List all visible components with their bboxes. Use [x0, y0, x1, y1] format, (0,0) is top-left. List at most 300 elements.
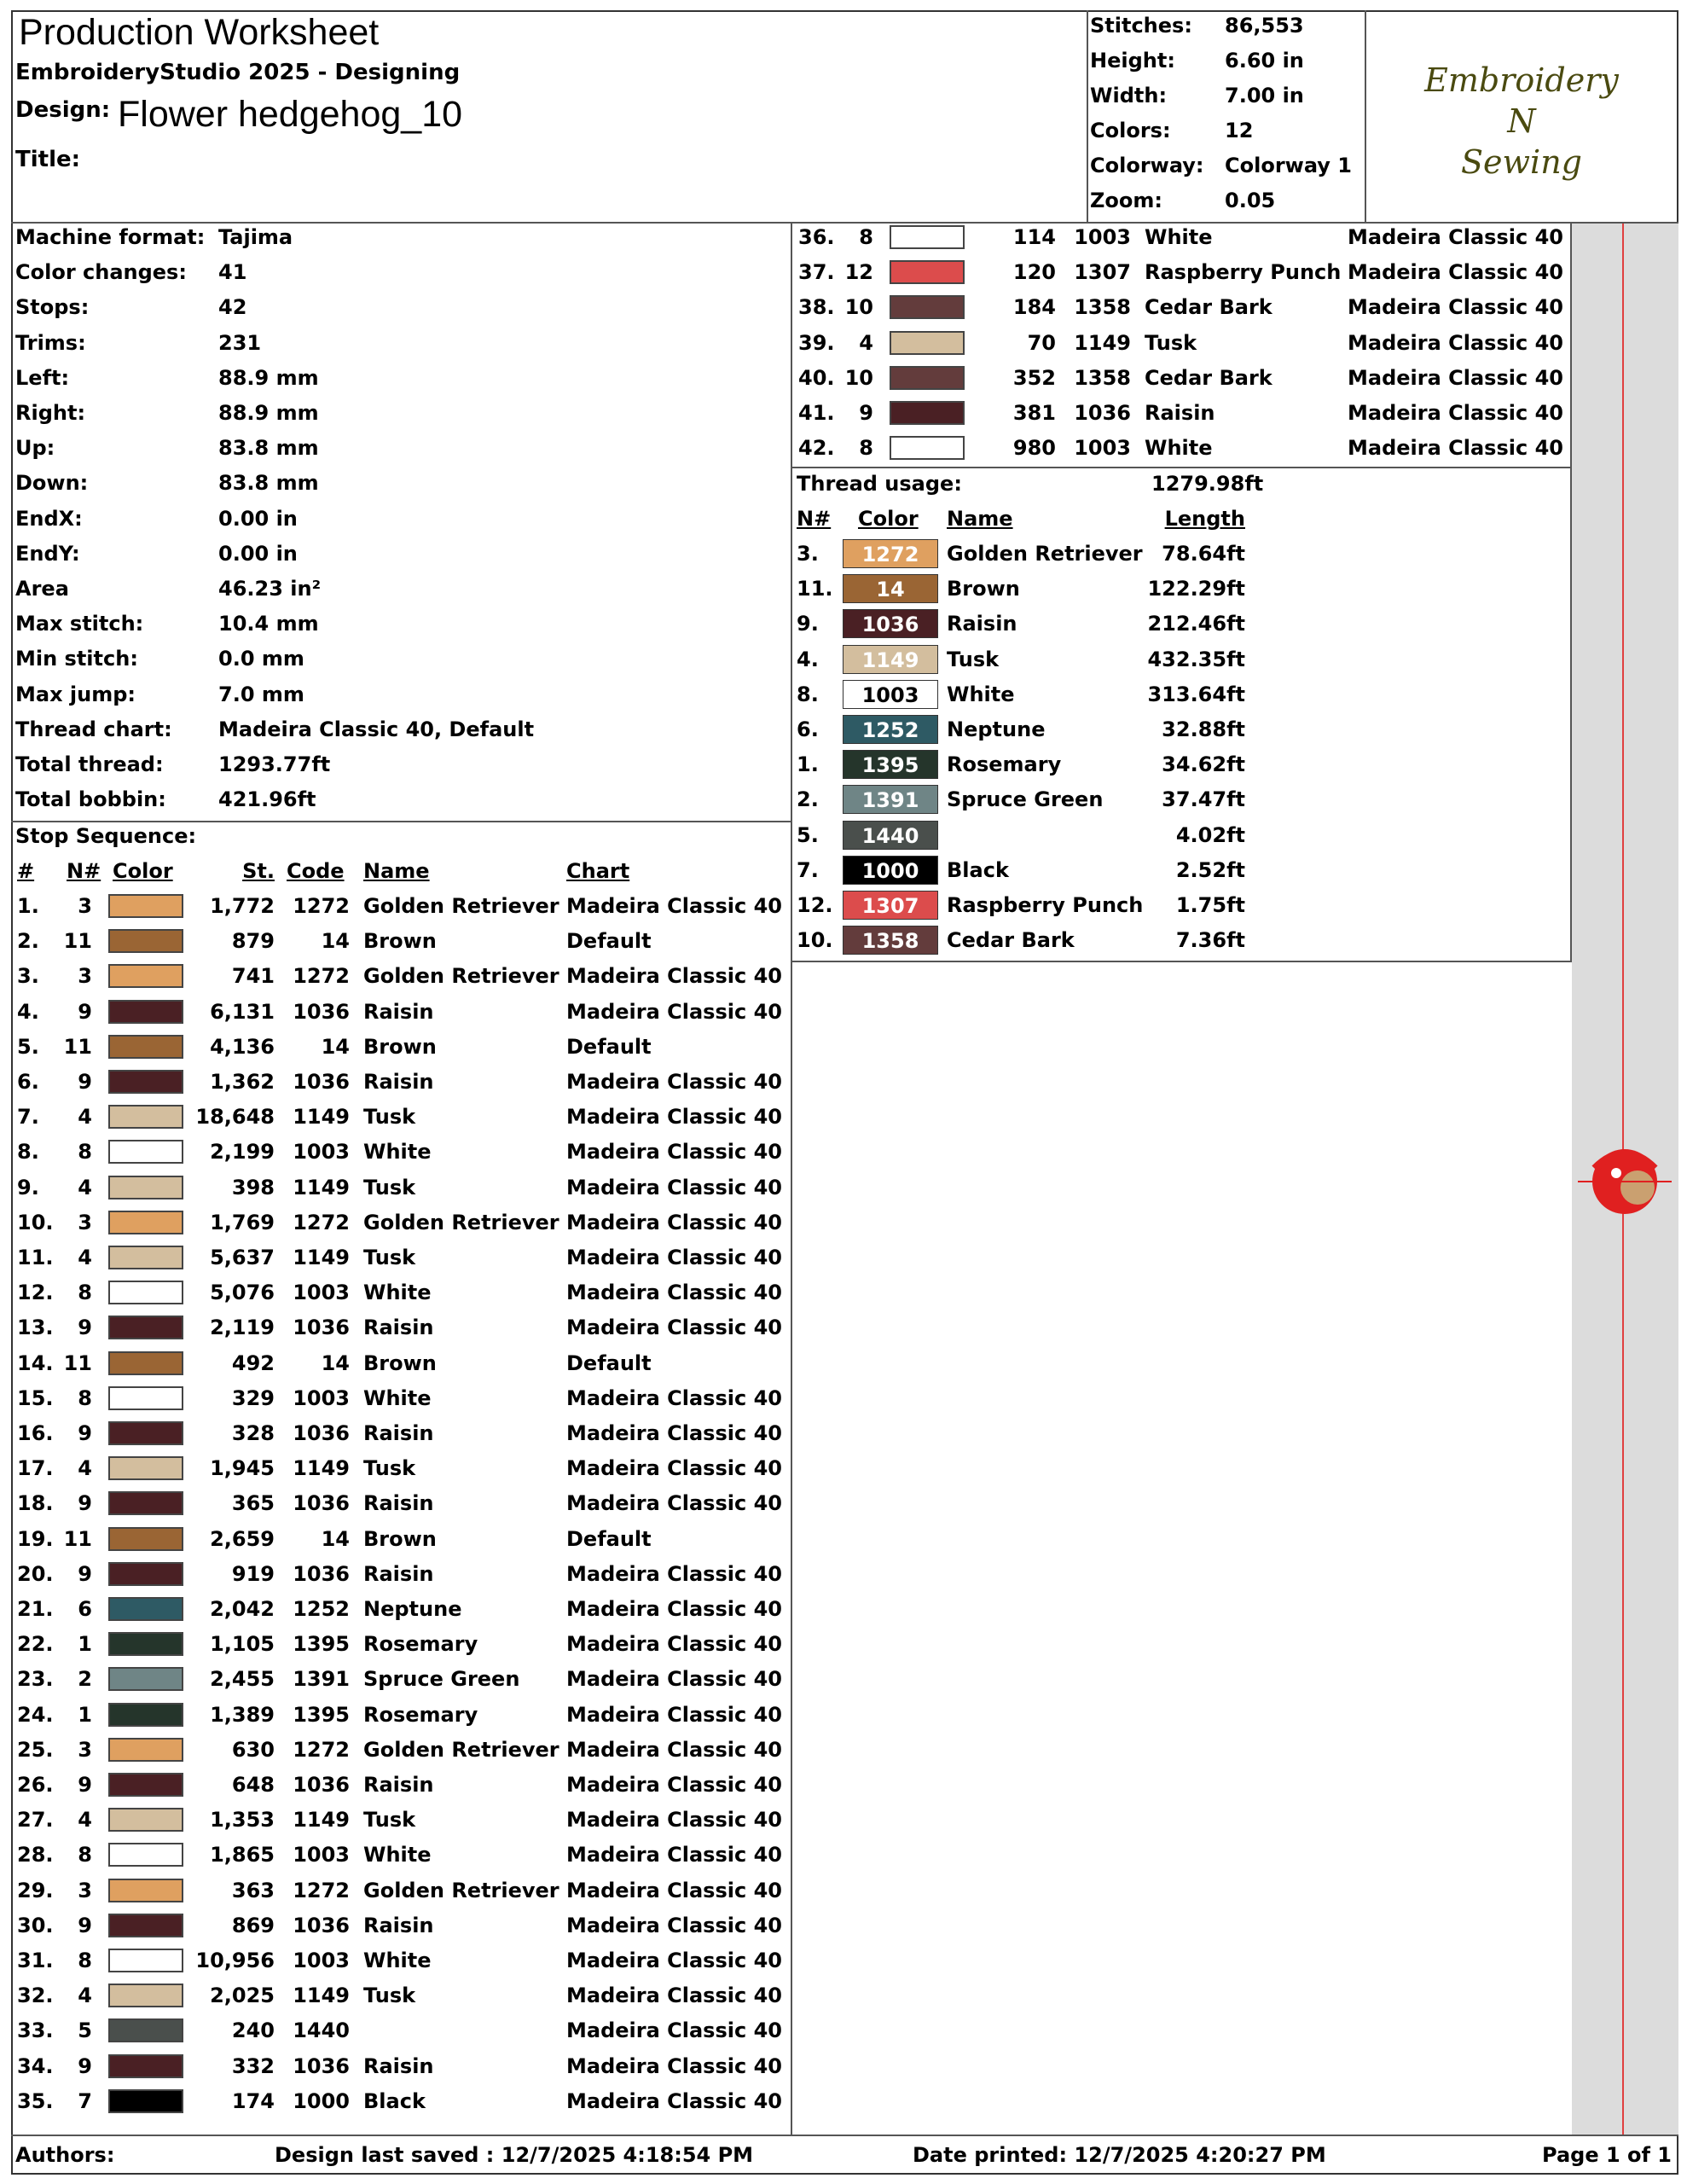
needle-number: 4	[78, 1175, 92, 1199]
color-swatch	[108, 1491, 183, 1515]
stop-index: 35.	[17, 2088, 54, 2113]
stop-index: 19.	[17, 1526, 54, 1551]
thread-code: 1003	[1074, 436, 1131, 461]
table-row	[0, 1240, 789, 1275]
stitch-count: 18,648	[195, 1105, 275, 1130]
stop-index: 26.	[17, 1773, 54, 1797]
thread-length: 7.36ft	[1175, 928, 1245, 953]
thread-code: 1272	[293, 1737, 350, 1762]
stitch-count: 741	[231, 964, 275, 989]
stitch-count: 114	[1012, 225, 1056, 249]
thread-name: Raisin	[363, 2053, 434, 2078]
thread-code: 1307	[1074, 260, 1131, 285]
color-swatch	[108, 894, 183, 918]
table-row	[0, 1310, 789, 1345]
thread-chart: Madeira Classic 40	[566, 894, 782, 918]
color-swatch	[108, 2054, 183, 2078]
stitch-count: 1,769	[210, 1210, 275, 1234]
thread-name: White	[1145, 436, 1213, 461]
stop-index: 38.	[798, 295, 835, 320]
needle-number: 8	[859, 436, 873, 461]
thread-name: Black	[947, 857, 1009, 882]
thread-name: Golden Retriever	[363, 1737, 559, 1762]
thread-chart: Madeira Classic 40	[566, 1949, 782, 1972]
thread-chart: Madeira Classic 40	[566, 1140, 782, 1165]
thread-chart: Madeira Classic 40	[566, 1913, 782, 1937]
color-swatch	[108, 1316, 183, 1339]
stitch-count: 1,945	[210, 1456, 275, 1481]
color-swatch	[108, 1176, 183, 1199]
table-row	[0, 2013, 789, 2048]
stop-index: 25.	[17, 1737, 54, 1762]
thread-chart: Madeira Classic 40	[1348, 436, 1563, 461]
thread-code: 1149	[293, 1246, 350, 1269]
stop-index: 34.	[17, 2053, 54, 2078]
thread-length: 37.47ft	[1162, 787, 1245, 812]
design-thumbnail-icon	[1578, 1135, 1672, 1228]
needle-number: 1.	[797, 752, 819, 777]
thread-chart: Madeira Classic 40	[566, 1070, 782, 1094]
thread-chart: Madeira Classic 40	[566, 1175, 782, 1199]
thread-code: 1036	[293, 1561, 350, 1586]
thread-chart: Default	[566, 929, 652, 954]
stop-index: 33.	[17, 2018, 54, 2043]
color-swatch	[108, 1246, 183, 1269]
color-swatch	[890, 260, 965, 284]
table-row	[0, 1451, 789, 1486]
thread-name: Black	[363, 2088, 426, 2113]
stitch-count: 352	[1012, 365, 1056, 390]
stop-index: 28.	[17, 1843, 54, 1867]
stitch-count: 2,659	[210, 1526, 275, 1551]
stop-index: 29.	[17, 1878, 54, 1902]
thread-code: 1003	[293, 1281, 350, 1305]
needle-number: 5	[78, 2018, 92, 2043]
thread-code: 1149	[293, 1175, 350, 1199]
needle-number: 2	[78, 1667, 92, 1692]
footer-last-saved: Design last saved : 12/7/2025 4:18:54 PM	[275, 2143, 754, 2167]
color-swatch	[108, 1105, 183, 1129]
table-row	[781, 431, 1570, 466]
list-item	[797, 642, 1274, 677]
table-row	[0, 1733, 789, 1768]
color-swatch	[108, 1281, 183, 1304]
list-item	[797, 747, 1274, 782]
color-swatch	[108, 1421, 183, 1445]
needle-number: 8	[78, 1385, 92, 1410]
thread-code: 1395	[293, 1702, 350, 1727]
thread-length: 122.29ft	[1147, 577, 1245, 601]
table-row	[0, 924, 789, 959]
thread-name: Golden Retriever	[363, 894, 559, 918]
table-row	[781, 220, 1570, 255]
needle-number: 11.	[797, 577, 833, 601]
stop-index: 32.	[17, 1984, 54, 2008]
table-row	[0, 1943, 789, 1978]
thread-name: Tusk	[363, 1984, 416, 2008]
table-row	[0, 1486, 789, 1521]
needle-number: 8	[78, 1281, 92, 1305]
needle-number: 11	[63, 1034, 92, 1059]
needle-number: 2.	[797, 787, 819, 812]
thread-name: Tusk	[363, 1175, 416, 1199]
stitch-count: 70	[1027, 330, 1056, 355]
color-swatch	[108, 1527, 183, 1551]
thread-name: Raisin	[363, 1913, 434, 1937]
needle-number: 1	[78, 1702, 92, 1727]
thread-length: 1.75ft	[1175, 893, 1245, 917]
thread-code: 14	[321, 929, 350, 954]
list-item	[797, 677, 1274, 712]
thread-name: Golden Retriever	[947, 542, 1143, 566]
thread-name: Raisin	[363, 1561, 434, 1586]
color-swatch	[108, 1843, 183, 1867]
stitch-count: 2,455	[210, 1667, 275, 1692]
color-swatch	[890, 225, 965, 249]
table-row	[0, 1592, 789, 1627]
table-row	[0, 1346, 789, 1381]
thread-chart: Madeira Classic 40	[566, 1667, 782, 1692]
table-row	[781, 396, 1570, 431]
needle-number: 4	[78, 1984, 92, 2008]
thread-code: 1272	[293, 894, 350, 918]
thread-name: Golden Retriever	[363, 1878, 559, 1902]
thread-name: Raisin	[947, 612, 1017, 636]
thread-chart: Madeira Classic 40	[566, 1456, 782, 1481]
needle-number: 9	[78, 2053, 92, 2078]
thread-name: Tusk	[1145, 330, 1197, 355]
stitch-count: 328	[231, 1421, 275, 1445]
thread-chart: Madeira Classic 40	[566, 1316, 782, 1340]
stop-index: 18.	[17, 1491, 54, 1516]
thread-name: Tusk	[363, 1105, 416, 1130]
thread-name: Raisin	[363, 1491, 434, 1516]
stop-index: 9.	[17, 1175, 39, 1199]
stop-index: 37.	[798, 260, 835, 285]
thread-name: Tusk	[363, 1456, 416, 1481]
thread-length: 432.35ft	[1147, 647, 1245, 671]
color-swatch	[108, 1140, 183, 1164]
stitch-count: 1,389	[210, 1702, 275, 1727]
thread-chart: Madeira Classic 40	[566, 1105, 782, 1130]
thread-code: 1149	[293, 1456, 350, 1481]
list-item	[797, 818, 1274, 853]
thread-chart: Default	[566, 1034, 652, 1059]
needle-number: 9	[859, 401, 873, 425]
stop-index: 20.	[17, 1561, 54, 1586]
table-row	[0, 1768, 789, 1803]
needle-number: 4.	[797, 647, 819, 671]
thread-code: 1391	[293, 1667, 350, 1692]
stitch-count: 120	[1012, 260, 1056, 285]
needle-number: 3	[78, 964, 92, 989]
stitch-count: 365	[231, 1491, 275, 1516]
stop-index: 7.	[17, 1105, 39, 1130]
color-swatch	[108, 929, 183, 953]
thread-chart: Madeira Classic 40	[566, 2018, 782, 2043]
thread-length: 78.64ft	[1162, 542, 1245, 566]
stitch-count: 2,119	[210, 1316, 275, 1340]
color-swatch	[890, 366, 965, 390]
thread-name: Tusk	[363, 1808, 416, 1833]
table-row	[0, 1205, 789, 1240]
needle-number: 8	[859, 225, 873, 249]
table-row	[0, 1803, 789, 1838]
table-row	[0, 2084, 789, 2119]
design-name: Flower hedgehog_10	[118, 94, 463, 135]
needle-number: 9	[78, 1773, 92, 1797]
thread-code: 1272	[293, 1878, 350, 1902]
thread-chart: Madeira Classic 40	[566, 1597, 782, 1621]
table-row	[781, 361, 1570, 396]
table-row	[0, 1135, 789, 1170]
stop-index: 41.	[798, 401, 835, 425]
thread-chart: Madeira Classic 40	[1348, 401, 1563, 425]
stitch-count: 980	[1012, 436, 1056, 461]
color-swatch	[108, 1667, 183, 1691]
thread-code: 1440	[293, 2018, 350, 2043]
table-row	[0, 1978, 789, 2013]
stitch-count: 398	[231, 1175, 275, 1199]
table-row	[0, 1838, 789, 1873]
thread-usage-header: N# Color Name Length	[797, 507, 1245, 531]
thread-name: White	[363, 1140, 432, 1165]
thread-code: 1036	[293, 1070, 350, 1094]
table-row	[0, 1170, 789, 1205]
stop-index: 8.	[17, 1140, 39, 1165]
stop-sequence-header: # N# Color St. Code Name Chart	[17, 859, 630, 883]
needle-number: 4	[859, 330, 873, 355]
thread-name: White	[1145, 225, 1213, 249]
needle-number: 9.	[797, 612, 819, 636]
thread-name: Raspberry Punch	[947, 893, 1144, 917]
thread-code: 1036	[1074, 401, 1131, 425]
color-swatch: 1000	[843, 856, 938, 885]
stop-index: 17.	[17, 1456, 54, 1481]
table-row	[781, 326, 1570, 361]
thread-chart: Default	[566, 1350, 652, 1375]
table-row	[0, 959, 789, 994]
table-row	[781, 255, 1570, 290]
stop-index: 27.	[17, 1808, 54, 1833]
thread-chart: Madeira Classic 40	[566, 1737, 782, 1762]
color-swatch: 1440	[843, 821, 938, 850]
stop-index: 24.	[17, 1702, 54, 1727]
color-swatch: 1036	[843, 609, 938, 638]
stop-index: 40.	[798, 365, 835, 390]
needle-number: 4	[78, 1808, 92, 1833]
thread-code: 1149	[1074, 330, 1131, 355]
thread-name: Raisin	[363, 999, 434, 1024]
color-swatch	[108, 1597, 183, 1621]
needle-number: 9	[78, 1421, 92, 1445]
table-row	[0, 2049, 789, 2084]
thread-name: Cedar Bark	[1145, 295, 1272, 320]
color-swatch	[108, 2089, 183, 2113]
stitch-count: 630	[231, 1737, 275, 1762]
thread-code: 14	[321, 1526, 350, 1551]
color-swatch: 1307	[843, 891, 938, 920]
needle-number: 9	[78, 1561, 92, 1586]
needle-number: 6.	[797, 717, 819, 741]
needle-number: 4	[78, 1105, 92, 1130]
thread-name: Golden Retriever	[363, 964, 559, 989]
thread-name: White	[363, 1949, 432, 1972]
needle-number: 11	[63, 929, 92, 954]
thread-length: 32.88ft	[1162, 717, 1245, 741]
thread-length: 313.64ft	[1147, 682, 1245, 706]
stop-index: 21.	[17, 1597, 54, 1621]
thread-chart: Madeira Classic 40	[1348, 330, 1563, 355]
needle-number: 10.	[797, 928, 833, 953]
thread-chart: Madeira Classic 40	[566, 964, 782, 989]
color-swatch	[108, 1879, 183, 1902]
color-swatch	[108, 1070, 183, 1094]
thread-length: 34.62ft	[1162, 752, 1245, 777]
table-row	[0, 1030, 789, 1065]
footer-page-number: Page 1 of 1	[1542, 2143, 1672, 2167]
stop-index: 31.	[17, 1949, 54, 1972]
table-row	[0, 1557, 789, 1592]
thread-name: Raisin	[363, 1316, 434, 1340]
color-swatch	[890, 295, 965, 319]
color-swatch: 1149	[843, 645, 938, 674]
thread-name: Spruce Green	[363, 1667, 520, 1692]
needle-number: 4	[78, 1246, 92, 1269]
title-label: Title:	[15, 147, 81, 172]
embroidery-n-sewing-logo: Embroidery N Sewing	[1424, 61, 1619, 181]
stop-index: 12.	[17, 1281, 54, 1305]
footer-authors: Authors:	[15, 2143, 115, 2167]
needle-number: 3	[78, 1878, 92, 1902]
list-item	[797, 888, 1274, 923]
footer-date-printed: Date printed: 12/7/2025 4:20:27 PM	[913, 2143, 1326, 2167]
color-swatch	[108, 1773, 183, 1797]
thread-name: White	[363, 1281, 432, 1305]
thread-code: 1003	[293, 1385, 350, 1410]
thread-chart: Madeira Classic 40	[566, 1561, 782, 1586]
thread-name: Brown	[947, 577, 1020, 601]
needle-number: 12.	[797, 893, 833, 917]
list-item	[797, 712, 1274, 747]
thread-name: Golden Retriever	[363, 1210, 559, 1234]
color-swatch	[108, 1456, 183, 1480]
thread-code: 14	[321, 1034, 350, 1059]
color-swatch	[108, 1949, 183, 1972]
stitch-count: 363	[231, 1878, 275, 1902]
stop-index: 30.	[17, 1913, 54, 1937]
thread-name: Tusk	[363, 1246, 416, 1269]
thread-name: Raisin	[363, 1070, 434, 1094]
color-swatch: 1252	[843, 715, 938, 744]
stop-index: 6.	[17, 1070, 39, 1094]
thread-chart: Madeira Classic 40	[566, 1773, 782, 1797]
design-label: Design:	[15, 97, 111, 123]
stitch-count: 648	[231, 1773, 275, 1797]
stitch-count: 381	[1012, 401, 1056, 425]
needle-number: 12	[844, 260, 873, 285]
thread-code: 1395	[293, 1632, 350, 1657]
thread-length: 212.46ft	[1147, 612, 1245, 636]
stitch-count: 4,136	[210, 1034, 275, 1059]
stitch-count: 1,865	[210, 1843, 275, 1867]
needle-number: 11	[63, 1350, 92, 1375]
thread-chart: Madeira Classic 40	[566, 1210, 782, 1234]
thread-name: Raisin	[363, 1773, 434, 1797]
stitch-count: 240	[231, 2018, 275, 2043]
needle-number: 7	[78, 2088, 92, 2113]
stitch-count: 332	[231, 2053, 275, 2078]
needle-number: 8	[78, 1843, 92, 1867]
needle-number: 3	[78, 894, 92, 918]
thread-code: 1003	[293, 1140, 350, 1165]
table-row	[0, 1522, 789, 1557]
stitch-count: 1,105	[210, 1632, 275, 1657]
thread-code: 1149	[293, 1984, 350, 2008]
thread-name: Brown	[363, 929, 437, 954]
thread-chart: Madeira Classic 40	[1348, 225, 1563, 249]
thread-chart: Madeira Classic 40	[566, 1281, 782, 1305]
thread-name: Rosemary	[363, 1702, 478, 1727]
thread-chart: Madeira Classic 40	[566, 1491, 782, 1516]
thread-length: 2.52ft	[1175, 857, 1245, 882]
color-swatch	[108, 1211, 183, 1234]
needle-number: 10	[844, 295, 873, 320]
thread-chart: Madeira Classic 40	[566, 1632, 782, 1657]
thread-chart: Madeira Classic 40	[566, 1421, 782, 1445]
color-swatch: 14	[843, 574, 938, 603]
thread-code: 1036	[293, 2053, 350, 2078]
list-item	[797, 923, 1274, 958]
thread-name: Brown	[363, 1526, 437, 1551]
thread-code: 1036	[293, 1913, 350, 1937]
color-swatch	[108, 1035, 183, 1059]
table-row	[0, 1908, 789, 1943]
color-swatch	[108, 1000, 183, 1024]
thread-chart: Madeira Classic 40	[1348, 295, 1563, 320]
table-row	[0, 1627, 789, 1662]
stop-index: 42.	[798, 436, 835, 461]
needle-number: 9	[78, 1070, 92, 1094]
needle-number: 3	[78, 1737, 92, 1762]
table-row	[0, 1698, 789, 1733]
list-item	[797, 572, 1274, 607]
stop-index: 2.	[17, 929, 39, 954]
stop-index: 1.	[17, 894, 39, 918]
thread-code: 1003	[293, 1949, 350, 1972]
stop-index: 3.	[17, 964, 39, 989]
thread-name: Raisin	[363, 1421, 434, 1445]
thread-chart: Madeira Classic 40	[1348, 260, 1563, 285]
stop-index: 15.	[17, 1385, 54, 1410]
color-swatch	[108, 1351, 183, 1375]
thread-chart: Default	[566, 1526, 652, 1551]
thread-length: 4.02ft	[1175, 822, 1245, 847]
stop-index: 13.	[17, 1316, 54, 1340]
thread-name: Rosemary	[947, 752, 1062, 777]
needle-number: 10	[844, 365, 873, 390]
stop-index: 11.	[17, 1246, 54, 1269]
table-row	[0, 995, 789, 1030]
thread-code: 1036	[293, 999, 350, 1024]
needle-number: 6	[78, 1597, 92, 1621]
stitch-count: 2,042	[210, 1597, 275, 1621]
software-subtitle: EmbroideryStudio 2025 - Designing	[15, 60, 461, 85]
stitch-count: 2,025	[210, 1984, 275, 2008]
stop-index: 4.	[17, 999, 39, 1024]
table-row	[781, 290, 1570, 325]
thread-chart: Madeira Classic 40	[566, 999, 782, 1024]
